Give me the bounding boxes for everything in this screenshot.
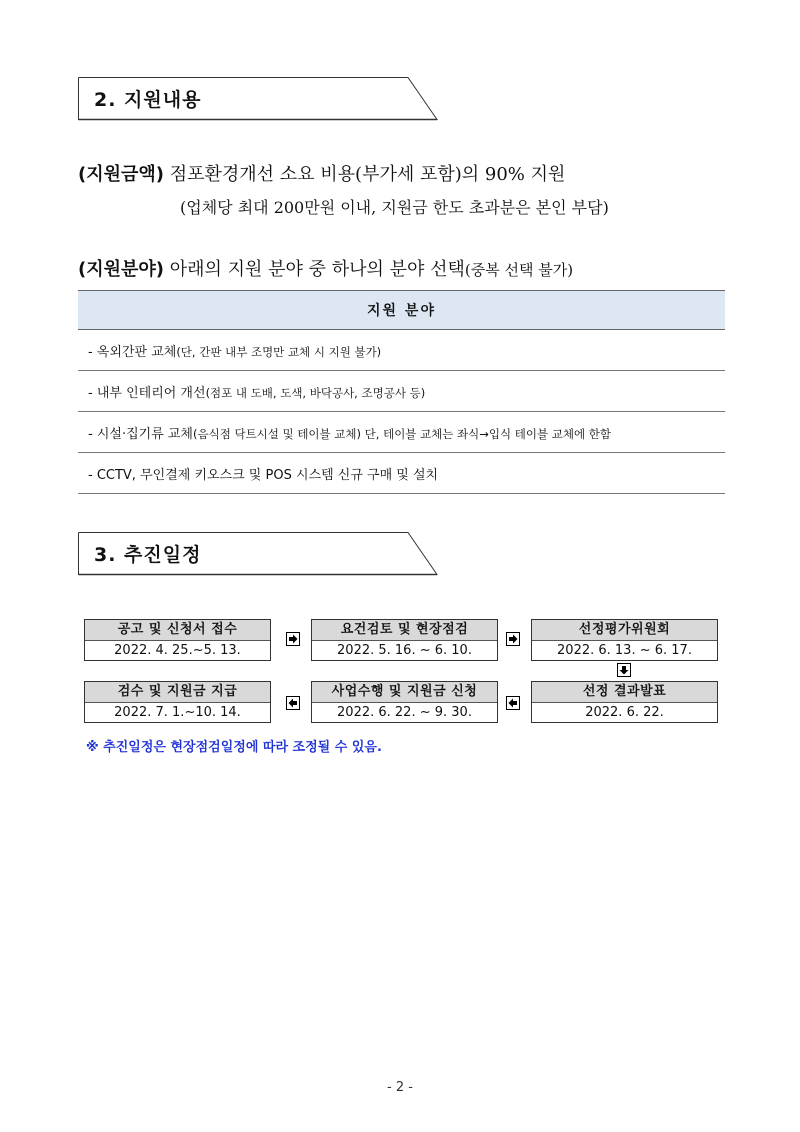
step-date: 2022. 4. 25.~5. 13.	[114, 643, 241, 658]
step-date: 2022. 6. 22.	[585, 705, 664, 720]
step-date: 2022. 6. 22. ~ 9. 30.	[337, 705, 472, 720]
support-amount-note: (업체당 최대 200만원 이내, 지원금 한도 초과분은 본인 부담)	[180, 198, 609, 217]
step-date: 2022. 5. 16. ~ 6. 10.	[337, 643, 472, 658]
section-3-header	[78, 532, 438, 574]
step-date: 2022. 7. 1.~10. 14.	[114, 705, 241, 720]
arrow-right-icon	[286, 632, 300, 646]
support-fields-table	[78, 290, 725, 494]
row-main: - 내부 인테리어 개선	[88, 385, 206, 401]
support-field-line	[78, 255, 573, 281]
support-field-text: 아래의 지원 분야 중 하나의 분야 선택	[164, 259, 465, 280]
row-sub: (단, 간판 내부 조명만 교체 시 지원 불가)	[176, 344, 382, 359]
step-title: 선정평가위원회	[532, 620, 717, 641]
table-row	[78, 371, 725, 412]
support-field-label: (지원분야)	[78, 259, 165, 280]
schedule-step-committee	[531, 619, 718, 661]
section-2-header	[78, 77, 438, 119]
table-header: 지원 분야	[78, 291, 725, 330]
table-row	[78, 330, 725, 371]
step-title: 선정 결과발표	[532, 682, 717, 703]
schedule-step-payment	[84, 681, 271, 723]
row-main: - CCTV, 무인결제 키오스크 및 POS 시스템 신규 구매 및 설치	[88, 467, 439, 483]
schedule-step-execution	[311, 681, 498, 723]
step-title: 요건검토 및 현장점검	[312, 620, 497, 641]
arrow-left-icon	[506, 696, 520, 710]
row-main: - 옥외간판 교체	[88, 344, 177, 360]
table-row	[78, 412, 725, 453]
schedule-step-review	[311, 619, 498, 661]
schedule-step-application	[84, 619, 271, 661]
step-title: 사업수행 및 지원금 신청	[312, 682, 497, 703]
schedule-step-announcement	[531, 681, 718, 723]
arrow-left-icon	[286, 696, 300, 710]
step-title: 공고 및 신청서 접수	[85, 620, 270, 641]
step-title: 검수 및 지원금 지급	[85, 682, 270, 703]
schedule-note: ※ 추진일정은 현장점검일정에 따라 조정될 수 있음.	[86, 740, 382, 755]
page-number: - 2 -	[387, 1080, 413, 1095]
section-3-title: 3. 추진일정	[94, 544, 202, 566]
support-amount-line	[78, 160, 565, 186]
row-main: - 시설·집기류 교체	[88, 426, 193, 442]
support-amount-text: 점포환경개선 소요 비용(부가세 포함)의 90% 지원	[164, 164, 566, 185]
section-2-title: 2. 지원내용	[94, 89, 202, 111]
support-amount-label: (지원금액)	[78, 164, 165, 185]
support-field-text-small: (중복 선택 불가)	[464, 261, 574, 279]
row-sub: (음식점 닥트시설 및 테이블 교체) 단, 테이블 교체는 좌식→입식 테이블 교체에 한함	[193, 426, 611, 441]
arrow-right-icon	[506, 632, 520, 646]
arrow-down-icon	[617, 663, 631, 677]
row-sub: (점포 내 도배, 도색, 바닥공사, 조명공사 등)	[205, 385, 426, 400]
table-row	[78, 453, 725, 494]
step-date: 2022. 6. 13. ~ 6. 17.	[557, 643, 692, 658]
